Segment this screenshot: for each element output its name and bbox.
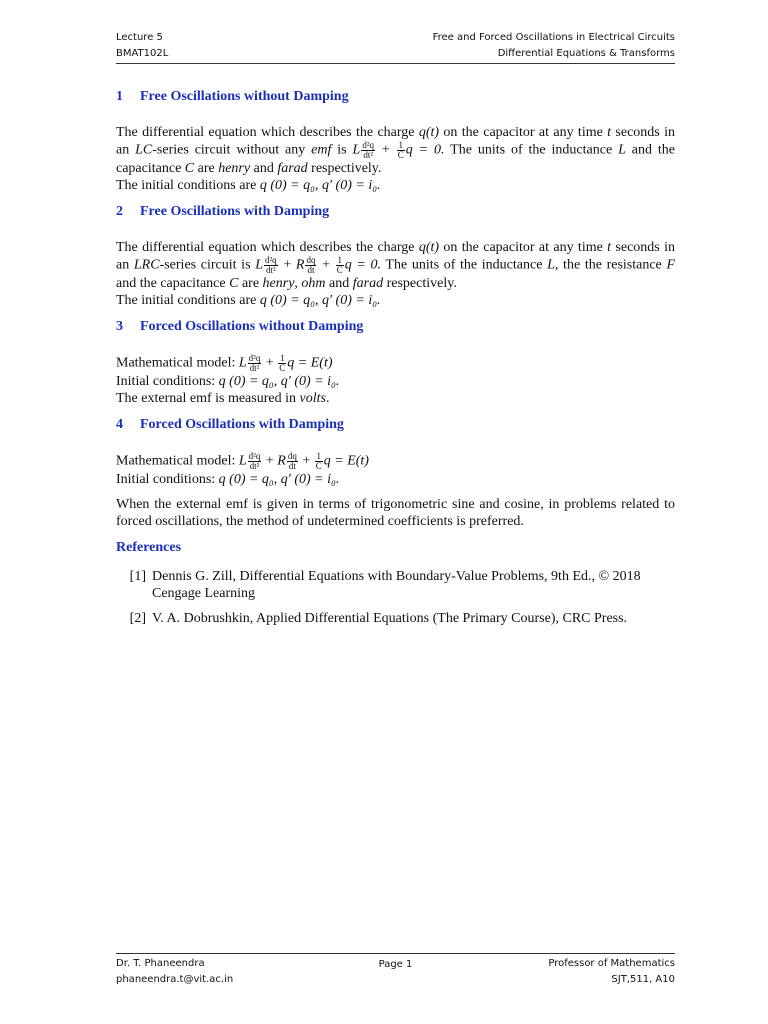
- section-4-closing: When the external emf is given in terms of trigonometric sine and cosine, in problems related to forced oscillations, the method of undetermined coefficients is preferred.: [116, 497, 675, 529]
- footer-rule: [116, 953, 675, 954]
- section-2-paragraph: The differential equation which describes the charge q(t) on the capacitor at any time t seconds in an LRC-series circuit is L $\frac{\text{d²q}}{\text{dt²}}$ + R $\frac{dq}{dt}$ + $\frac{1}{C}$ q = 0. The units of the inductance L, the the resistance F and the capacitance C are henry, ohm and farad respectively. The initial conditions are q (0) = q₀, q′ (0) = i₀.: [116, 240, 675, 308]
- fraction-one-over-c: $\frac{1}{C}$: [336, 255, 343, 275]
- fraction-d2q-dt2: $\frac{\text{d²q}}{\text{dt²}}$: [362, 140, 375, 160]
- fraction-one-over-c: $\frac{1}{C}$: [315, 451, 322, 471]
- section-1-paragraph: The differential equation which describes the charge q(t) on the capacitor at any time t seconds in an LC-series circuit without any emf is L $\frac{\text{d²q}}{\text{dt²}}$ + $\frac{1}{C}$ q = 0. The units of the inductance L and the capacitance C are henry and farad respectively. The initial conditions are q (0) = q₀, q′ (0) = i₀.: [116, 125, 675, 193]
- section-3-paragraph: Mathematical model: L $\frac{\text{d²q}}{\text{dt²}}$ + $\frac{1}{C}$ q = E(t) Initial conditions: q (0) = q₀, q′ (0) = i₀. The external emf is measured in volts.: [116, 353, 340, 406]
- fraction-d2q-dt2: $\frac{\text{d²q}}{\text{dt²}}$: [248, 451, 261, 471]
- header-course-code: BMAT102L: [116, 48, 169, 59]
- fraction-d2q-dt2: $\frac{\text{d²q}}{\text{dt²}}$: [248, 353, 261, 373]
- page-footer: [116, 953, 675, 988]
- references-heading: References: [116, 540, 182, 555]
- section-2-heading: 2 Free Oscillations with Damping: [116, 204, 330, 219]
- section-3-heading: 3 Forced Oscillations without Damping: [116, 319, 364, 334]
- page-header: [116, 30, 675, 62]
- section-4-paragraph: Mathematical model: L $\frac{\text{d²q}}{\text{dt²}}$ + R $\frac{dq}{dt}$ + $\frac{1}{C}$ q = E(t) Initial conditions: q (0) = q₀, q′ (0) = i₀.: [116, 451, 369, 487]
- reference-item: [1] Dennis G. Zill, Differential Equations with Boundary-Value Problems, 9th Ed., © 2018 Cengage Learning: [129, 569, 641, 601]
- fraction-one-over-c: $\frac{1}{C}$: [279, 353, 286, 373]
- footer-email: phaneendra.t@vit.ac.in: [116, 974, 234, 985]
- reference-item: [2] V. A. Dobrushkin, Applied Differential Equations (The Primary Course), CRC Press.: [129, 611, 628, 626]
- fraction-dq-dt: $\frac{dq}{dt}$: [287, 451, 297, 471]
- fraction-d2q-dt2: $\frac{\text{d²q}}{\text{dt²}}$: [264, 255, 277, 275]
- section-4-heading: 4 Forced Oscillations with Damping: [116, 417, 344, 432]
- document-body: [116, 87, 675, 635]
- section-1-heading: 1 Free Oscillations without Damping: [116, 89, 349, 104]
- fraction-one-over-c: $\frac{1}{C}$: [397, 140, 404, 160]
- header-lecture: Lecture 5: [116, 32, 163, 43]
- footer-author: Dr. T. Phaneendra: [116, 958, 205, 969]
- footer-page-number: Page 1: [378, 959, 413, 970]
- header-title: Free and Forced Oscillations in Electrical Circuits: [432, 32, 675, 43]
- footer-office: SJT,511, A10: [611, 974, 675, 985]
- footer-position: Professor of Mathematics: [548, 958, 675, 969]
- header-subtitle: Differential Equations & Transforms: [497, 48, 675, 59]
- fraction-dq-dt: $\frac{dq}{dt}$: [306, 255, 316, 275]
- header-rule: [116, 63, 675, 64]
- references-list: [116, 568, 675, 627]
